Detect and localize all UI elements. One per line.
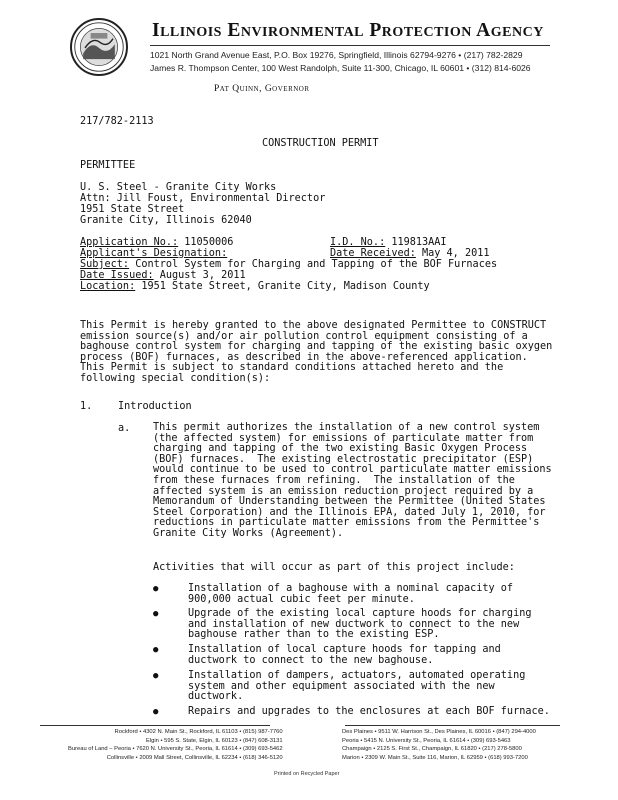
agency-name: Illinois Environmental Protection Agency bbox=[152, 20, 544, 41]
footer-right-offices bbox=[342, 728, 536, 762]
activity-item bbox=[188, 671, 525, 703]
activity-line: 900,000 actual cubic feet per minute. bbox=[188, 593, 415, 605]
address-block-line: Granite City, Illinois 62040 bbox=[80, 215, 252, 226]
bullet-icon: ● bbox=[153, 645, 159, 655]
address-line-2: James R. Thompson Center, 100 West Randolph, Suite 11-300, Chicago, IL 60601 • (312) 814-6026 bbox=[150, 63, 531, 73]
address-block-line: U. S. Steel - Granite City Works bbox=[80, 182, 277, 193]
footer-office-line: Collinsville • 2009 Mall Street, Collinsville, IL 62234 • (618) 346-5120 bbox=[106, 754, 283, 761]
intro-line: process (BOF) furnaces, as described in the above-referenced application. bbox=[80, 351, 528, 363]
subject-value: Control System for Charging and Tapping of the BOF Furnaces bbox=[135, 259, 498, 270]
intro-line: following special condition(s): bbox=[80, 372, 271, 384]
applicant-designation-label: Applicant's Designation: bbox=[80, 248, 228, 259]
subject-row bbox=[80, 259, 497, 270]
footer-office-line: Marion • 2309 W. Main St., Suite 116, Marion, IL 62959 • (618) 993-7200 bbox=[342, 754, 528, 761]
id-no-label: I.D. No.: bbox=[330, 237, 386, 248]
state-seal-logo bbox=[70, 18, 128, 76]
recycled-paper-note: Printed on Recycled Paper bbox=[274, 771, 340, 777]
location-row bbox=[80, 281, 430, 292]
address-block-line: 1951 State Street bbox=[80, 204, 185, 215]
activity-line: Installation of dampers, actuators, automated operating bbox=[188, 670, 526, 681]
date-issued-label: Date Issued: bbox=[80, 270, 154, 281]
address-line-1: 1021 North Grand Avenue East, P.O. Box 19276, Springfield, Illinois 62794-9276 • (217) 782-2829 bbox=[150, 50, 523, 60]
id-no-value: 119813AAI bbox=[391, 237, 447, 248]
footer-rule-right bbox=[345, 725, 560, 726]
phone-number: 217/782-2113 bbox=[80, 116, 154, 127]
date-received-label: Date Received: bbox=[330, 248, 416, 259]
section-title: Introduction bbox=[118, 401, 192, 412]
location-value: 1951 State Street, Granite City, Madison County bbox=[141, 281, 430, 292]
date-issued-row bbox=[80, 270, 246, 281]
activities-intro: Activities that will occur as part of this project include: bbox=[153, 562, 515, 573]
intro-paragraph bbox=[80, 321, 552, 385]
id-no-row bbox=[330, 237, 447, 248]
governor-line: Pat Quinn, Governor bbox=[214, 84, 310, 94]
item-a-line: Memorandum of Understanding between the Permittee (United States bbox=[153, 496, 546, 508]
item-a-line: affected system is an emission reduction project required by a bbox=[153, 485, 534, 497]
letterhead-rule bbox=[150, 45, 550, 46]
item-a-label: a. bbox=[118, 423, 131, 434]
item-a-line: reductions in particulate matter emissions from the Permittee's bbox=[153, 517, 540, 529]
item-a-line: from these furnaces from refining. The installation of the bbox=[153, 474, 515, 486]
document-title: CONSTRUCTION PERMIT bbox=[262, 138, 379, 149]
activity-line: Repairs and upgrades to the enclosures at each BOF furnace. bbox=[188, 706, 550, 717]
footer-rule-left bbox=[40, 725, 270, 726]
activity-line: baghouse rather than to the existing ESP. bbox=[188, 629, 440, 641]
address-block-line: Attn: Jill Foust, Environmental Director bbox=[80, 193, 326, 204]
footer-left-offices bbox=[68, 728, 283, 762]
intro-line: This Permit is subject to standard conditions attached hereto and the bbox=[80, 362, 504, 374]
activity-line: system and other equipment associated with the new bbox=[188, 680, 495, 692]
bullet-icon: ● bbox=[153, 707, 159, 717]
application-no-row bbox=[80, 237, 233, 248]
subject-label: Subject: bbox=[80, 259, 130, 270]
section-number: 1. bbox=[80, 401, 93, 412]
footer-office-line: Elgin • 595 S. State, Elgin, IL 60123 • (847) 608-3131 bbox=[145, 737, 283, 744]
item-a-line: would continue to be used to control particulate matter emissions bbox=[153, 464, 552, 476]
item-a-line: (BOF) furnaces. The existing electrostatic precipitator (ESP) bbox=[153, 453, 534, 465]
footer-office-line: Champaign • 2125 S. First St., Champaign, IL 61820 • (217) 278-5800 bbox=[342, 746, 522, 752]
activity-line: Upgrade of the existing local capture hoods for charging bbox=[188, 608, 532, 619]
footer-office-line: Des Plaines • 9511 W. Harrison St., Des Plaines, IL 60016 • (847) 294-4000 bbox=[342, 729, 536, 735]
bullet-icon: ● bbox=[153, 584, 159, 594]
footer-office-line: Rockford • 4302 N. Main St., Rockford, IL 61103 • (815) 987-7760 bbox=[114, 729, 283, 735]
footer-office-line: Peoria • 5415 N. University St., Peoria, IL 61614 • (309) 693-5463 bbox=[342, 737, 511, 744]
date-received-value: May 4, 2011 bbox=[422, 248, 490, 259]
activity-item bbox=[188, 609, 531, 641]
activity-line: ductwork. bbox=[188, 691, 244, 703]
item-a-line: This permit authorizes the installation of a new control system bbox=[153, 422, 540, 433]
date-issued-value: August 3, 2011 bbox=[159, 270, 246, 281]
bullet-icon: ● bbox=[153, 671, 159, 681]
item-a-line: Steel Corporation) and the Illinois EPA, dated July 1, 2010, for bbox=[153, 506, 546, 518]
intro-line: emission source(s) and/or air pollution control equipment consisting of a bbox=[80, 330, 528, 342]
date-received-row bbox=[330, 248, 489, 259]
activity-line: Installation of local capture hoods for tapping and bbox=[188, 644, 501, 655]
intro-line: baghouse control system for charging and tapping of the existing basic oxygen bbox=[80, 341, 553, 353]
activity-item bbox=[188, 584, 513, 605]
applicant-designation-row bbox=[80, 248, 227, 259]
item-a-paragraph bbox=[153, 423, 552, 540]
activity-item bbox=[188, 645, 501, 666]
activity-line: ductwork to connect to the new baghouse. bbox=[188, 654, 434, 666]
application-no-label: Application No.: bbox=[80, 237, 179, 248]
footer-office-line: Bureau of Land – Peoria • 7620 N. University St., Peoria, IL 61614 • (309) 693-5462 bbox=[68, 746, 283, 752]
activity-item bbox=[188, 707, 550, 718]
bullet-icon: ● bbox=[153, 609, 159, 619]
intro-line: This Permit is hereby granted to the above designated Permittee to CONSTRUCT bbox=[80, 320, 547, 331]
item-a-line: Granite City Works (Agreement). bbox=[153, 527, 344, 539]
location-label: Location: bbox=[80, 281, 136, 292]
item-a-line: charging and tapping of the two existing Basic Oxygen Process bbox=[153, 443, 528, 455]
permittee-label: PERMITTEE bbox=[80, 160, 136, 171]
activity-line: Installation of a baghouse with a nominal capacity of bbox=[188, 583, 514, 594]
application-no-value: 11050006 bbox=[184, 237, 234, 248]
item-a-line: (the affected system) for emissions of particulate matter from bbox=[153, 432, 534, 444]
activity-line: and installation of new ductwork to connect to the new bbox=[188, 618, 520, 630]
